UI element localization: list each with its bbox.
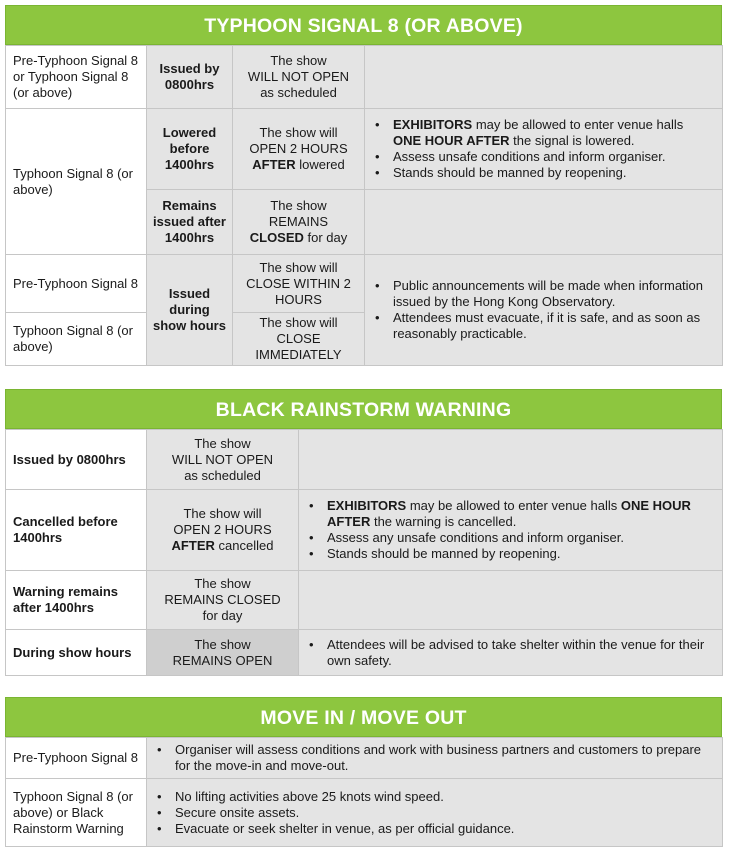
show-status-cell: The show REMAINS OPEN — [147, 630, 299, 676]
notes-cell — [147, 738, 723, 779]
typhoon-section — [5, 5, 722, 366]
rainstorm-section-title: BLACK RAINSTORM WARNING — [5, 389, 722, 429]
table-row — [6, 779, 723, 847]
table-row — [6, 630, 723, 676]
show-status-cell: The show WILL NOT OPEN as scheduled — [147, 430, 299, 490]
list-item: • Attendees will be advised to take shelter within the venue for their own safety. — [303, 637, 712, 669]
notes-cell — [299, 630, 723, 676]
notes-list — [151, 789, 712, 837]
list-item: • No lifting activities above 25 knots wind speed. — [151, 789, 712, 805]
condition-cell: Typhoon Signal 8 (or above) — [6, 109, 147, 255]
notes-list — [151, 742, 712, 774]
notes-cell — [299, 571, 723, 630]
timing-cell: Issued by 0800hrs — [147, 46, 233, 109]
notes-cell — [299, 490, 723, 571]
notes-list — [369, 278, 712, 342]
table-row — [6, 255, 723, 313]
condition-cell: Pre-Typhoon Signal 8 — [6, 738, 147, 779]
notes-cell — [147, 779, 723, 847]
table-row — [6, 571, 723, 630]
notes-cell — [365, 109, 723, 190]
table-row — [6, 738, 723, 779]
condition-cell: Pre-Typhoon Signal 8 — [6, 255, 147, 313]
show-status-cell: The show REMAINS CLOSED for day — [147, 571, 299, 630]
list-item: • EXHIBITORS may be allowed to enter venue halls ONE HOUR AFTER the warning is cancelled. — [303, 498, 712, 530]
move-table — [5, 737, 723, 847]
typhoon-section-title: TYPHOON SIGNAL 8 (OR ABOVE) — [5, 5, 722, 45]
timing-cell: Remains issued after 1400hrs — [147, 190, 233, 255]
list-item: • Stands should be manned by reopening. — [369, 165, 712, 181]
list-item: • Secure onsite assets. — [151, 805, 712, 821]
list-item: • Attendees must evacuate, if it is safe, and as soon as reasonably practicable. — [369, 310, 712, 342]
notes-list — [303, 498, 712, 562]
condition-cell: Typhoon Signal 8 (or above) — [6, 313, 147, 366]
rainstorm-table — [5, 429, 723, 676]
list-item: • Assess unsafe conditions and inform organiser. — [369, 149, 712, 165]
notes-cell — [365, 190, 723, 255]
timing-cell: Issued during show hours — [147, 255, 233, 366]
notes-list — [303, 637, 712, 669]
move-section-title: MOVE IN / MOVE OUT — [5, 697, 722, 737]
notes-list — [369, 117, 712, 181]
condition-cell: Pre-Typhoon Signal 8 or Typhoon Signal 8 (or above) — [6, 46, 147, 109]
show-status-cell: The show WILL NOT OPEN as scheduled — [233, 46, 365, 109]
condition-cell: During show hours — [6, 630, 147, 676]
condition-cell: Warning remains after 1400hrs — [6, 571, 147, 630]
condition-cell: Cancelled before 1400hrs — [6, 490, 147, 571]
list-item: • Organiser will assess conditions and work with business partners and customers to prepare for the move-in and move-out. — [151, 742, 712, 774]
show-status-cell: The show will CLOSE WITHIN 2 HOURS — [233, 255, 365, 313]
notes-cell — [365, 46, 723, 109]
table-row — [6, 46, 723, 109]
notes-cell — [299, 430, 723, 490]
list-item: • Public announcements will be made when information issued by the Hong Kong Observatory. — [369, 278, 712, 310]
table-row — [6, 109, 723, 190]
rainstorm-section — [5, 389, 722, 676]
move-section — [5, 697, 722, 847]
table-row — [6, 490, 723, 571]
typhoon-table — [5, 45, 723, 366]
show-status-cell: The show will OPEN 2 HOURS AFTER lowered — [233, 109, 365, 190]
show-status-cell: The show REMAINS CLOSED for day — [233, 190, 365, 255]
show-status-cell: The show will CLOSE IMMEDIATELY — [233, 313, 365, 366]
notes-cell — [365, 255, 723, 366]
timing-cell: Lowered before 1400hrs — [147, 109, 233, 190]
condition-cell: Issued by 0800hrs — [6, 430, 147, 490]
table-row — [6, 430, 723, 490]
list-item: • Assess any unsafe conditions and inform organiser. — [303, 530, 712, 546]
list-item: • Evacuate or seek shelter in venue, as per official guidance. — [151, 821, 712, 837]
list-item: • EXHIBITORS may be allowed to enter venue halls ONE HOUR AFTER the signal is lowered. — [369, 117, 712, 149]
show-status-cell: The show will OPEN 2 HOURS AFTER cancelled — [147, 490, 299, 571]
list-item: • Stands should be manned by reopening. — [303, 546, 712, 562]
condition-cell: Typhoon Signal 8 (or above) or Black Rainstorm Warning — [6, 779, 147, 847]
